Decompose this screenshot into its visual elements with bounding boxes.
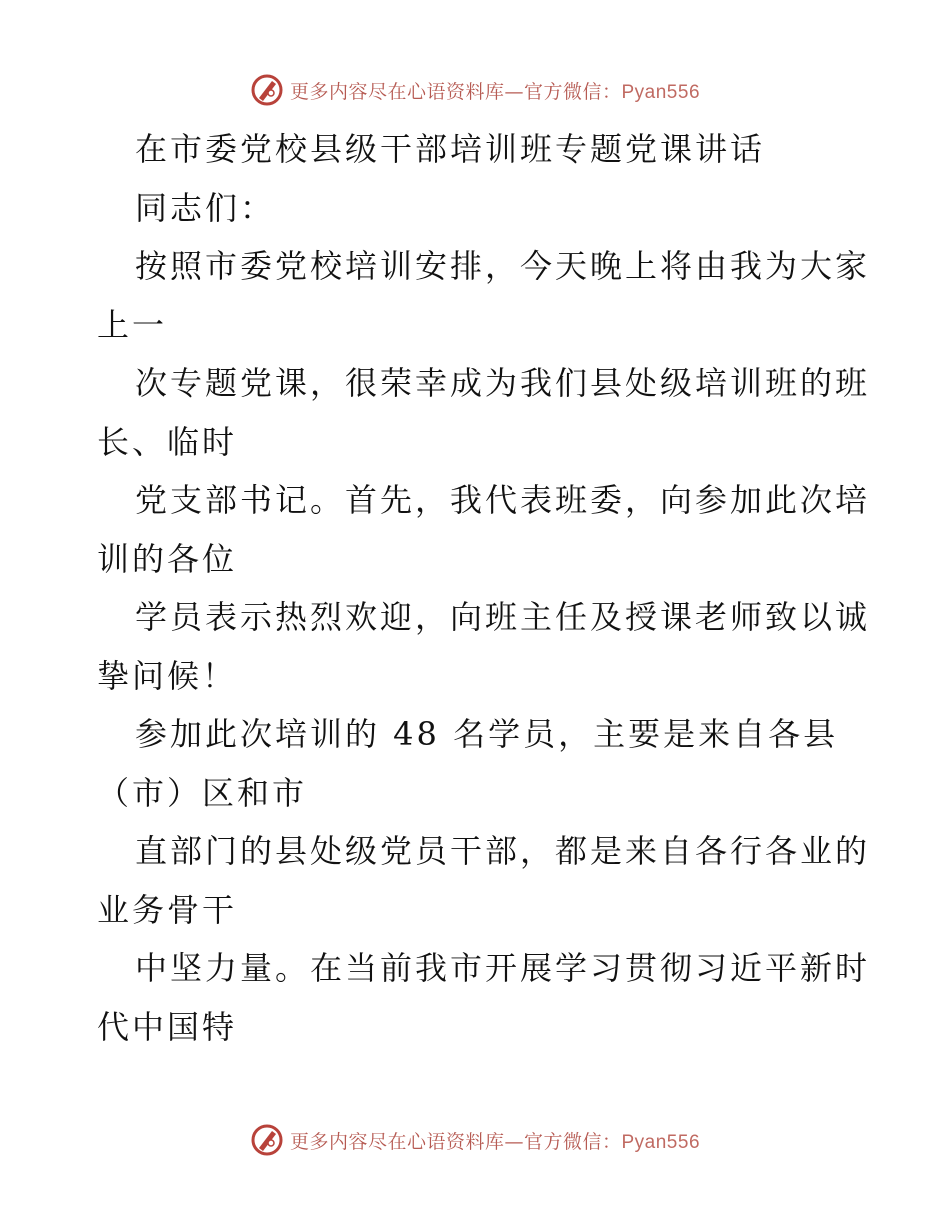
footer-wechat-label: 官方微信：: [523, 1130, 622, 1153]
paragraph-line: 长、临时: [97, 422, 238, 461]
paragraph-line: 业务骨干: [97, 890, 238, 929]
header-wechat-label: 官方微信：: [523, 80, 622, 103]
paragraph-line: 代中国特: [97, 1007, 238, 1046]
paragraph-line: 按照市委党校培训安排，今天晚上将由我为大家: [135, 247, 871, 285]
pen-logo-icon: [250, 1123, 284, 1157]
header-banner: [0, 70, 950, 110]
header-wechat-id: Pyan556: [621, 81, 701, 103]
paragraph-line: 训的各位: [97, 539, 238, 578]
paragraph-line: 挚问候！: [97, 656, 238, 695]
footer-separator: —: [504, 1130, 524, 1153]
document-body: [97, 120, 871, 1056]
paragraph-line: 参加此次培训的 48 名学员，主要是来自各县: [135, 715, 839, 753]
header-separator: —: [504, 80, 524, 103]
paragraph-line: 中坚力量。在当前我市开展学习贯彻习近平新时: [135, 949, 871, 987]
paragraph-line: 直部门的县处级党员干部，都是来自各行各业的: [135, 832, 871, 870]
document-title: 在市委党校县级干部培训班专题党课讲话: [135, 130, 766, 168]
paragraph-line: 党支部书记。首先，我代表班委，向参加此次培: [135, 481, 871, 519]
salutation: 同志们：: [135, 188, 276, 227]
pen-logo-icon: [250, 73, 284, 107]
paragraph-line: 上一: [97, 305, 168, 344]
paragraph-line: 学员表示热烈欢迎，向班主任及授课老师致以诚: [135, 598, 871, 636]
header-brand-text: 更多内容尽在心语资料库: [289, 80, 505, 103]
paragraph-line: （市）区和市: [97, 773, 308, 812]
footer-wechat-id: Pyan556: [621, 1131, 701, 1153]
footer-banner: [0, 1120, 950, 1160]
footer-brand-text: 更多内容尽在心语资料库: [289, 1130, 505, 1153]
paragraph-line: 次专题党课，很荣幸成为我们县处级培训班的班: [135, 364, 871, 402]
